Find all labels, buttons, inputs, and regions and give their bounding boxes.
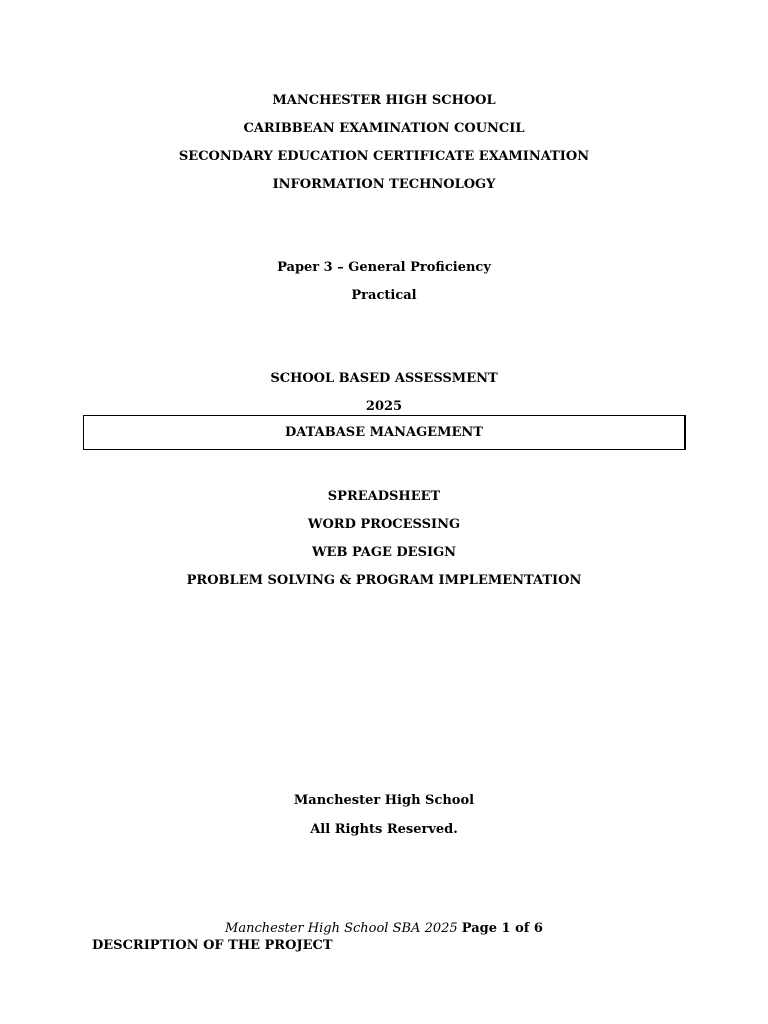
component-web-page-design: WEB PAGE DESIGN [311,545,457,560]
component-problem-solving: PROBLEM SOLVING & PROGRAM IMPLEMENTATION [186,573,582,588]
subject-heading: INFORMATION TECHNOLOGY [272,177,496,192]
component-word-processing: WORD PROCESSING [307,517,461,532]
rights-notice: All Rights Reserved. [310,822,458,837]
highlighted-component-box [83,415,686,450]
council-heading: CARIBBEAN EXAMINATION COUNCIL [243,121,525,136]
examination-heading: SECONDARY EDUCATION CERTIFICATE EXAMINATION [178,149,590,164]
footer-page-number: Page 1 of 6 [461,921,543,936]
component-spreadsheet: SPREADSHEET [327,489,441,504]
assessment-year: 2025 [365,399,403,414]
paper-title: Paper 3 – General Proficiency [277,260,491,275]
school-name-heading: MANCHESTER HIGH SCHOOL [272,93,496,108]
footer-doc-label: Manchester High School SBA 2025 [225,921,458,936]
next-section-heading: DESCRIPTION OF THE PROJECT [92,938,333,953]
assessment-title: SCHOOL BASED ASSESSMENT [270,371,498,386]
paper-subtitle: Practical [351,288,417,303]
rights-owner: Manchester High School [293,793,475,808]
page-footer [0,920,768,938]
highlighted-component-label: DATABASE MANAGEMENT [285,425,483,440]
